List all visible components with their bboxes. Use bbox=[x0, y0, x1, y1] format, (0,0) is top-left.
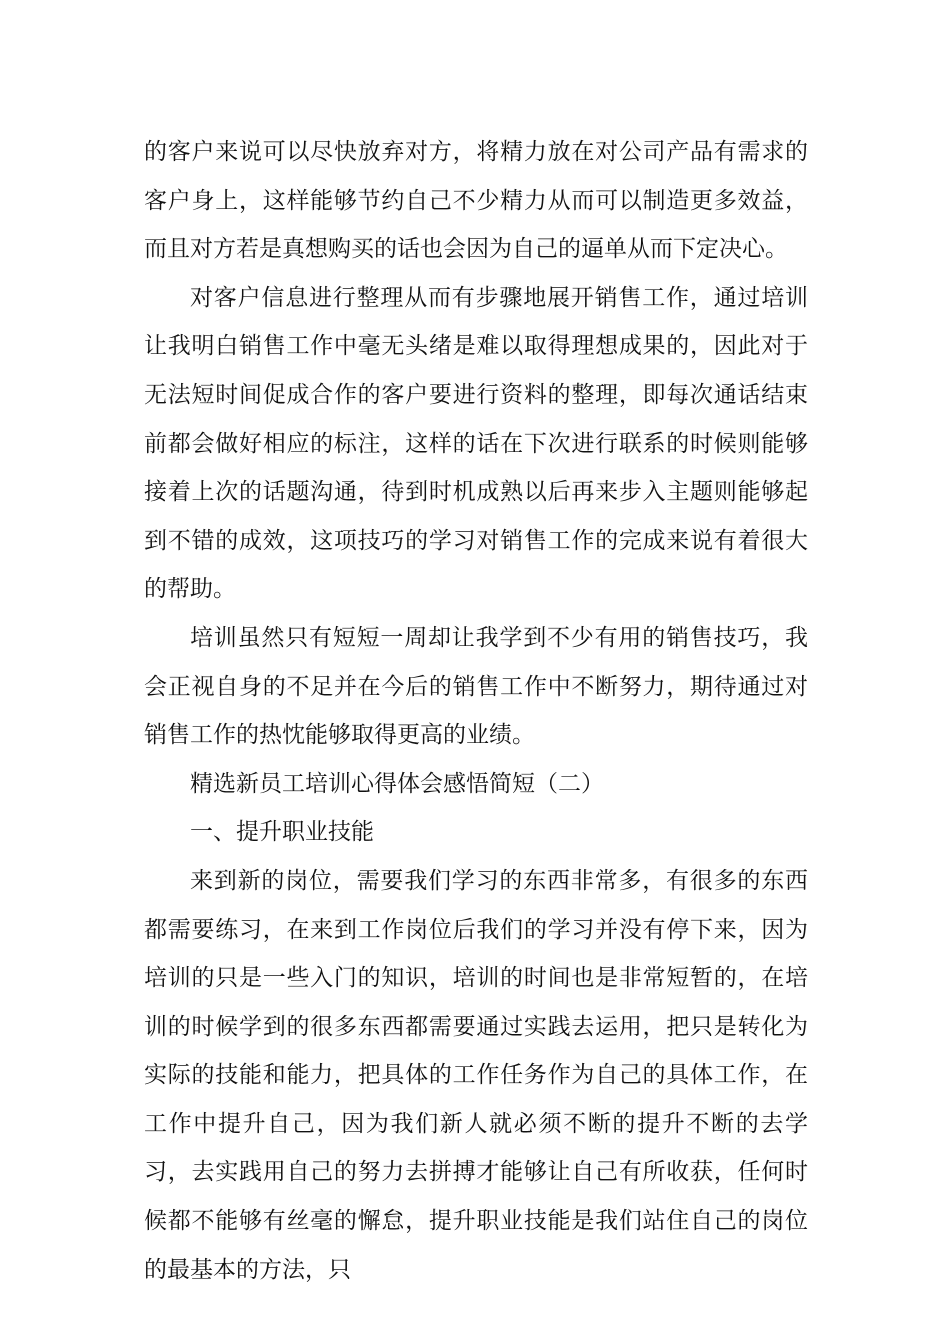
paragraph-customer-info: 对客户信息进行整理从而有步骤地展开销售工作，通过培训让我明白销售工作中毫无头绪是难以取得理想成果的，因此对于无法短时间促成合作的客户要进行资料的整理，即每次通话结束前都会做好相应的标注，这样的话在下次进行联系的时候则能够接着上次的话题沟通，待到时机成熟以后再来步入主题则能够起到不错的成效，这项技巧的学习对销售工作的完成来说有着很大的帮助。 bbox=[144, 284, 808, 603]
section-title: 精选新员工培训心得体会感悟简短（二） bbox=[190, 770, 604, 797]
subsection-heading: 一、提升职业技能 bbox=[190, 819, 374, 846]
paragraph-new-position: 来到新的岗位，需要我们学习的东西非常多，有很多的东西都需要练习，在来到工作岗位后我们的学习并没有停下来，因为培训的只是一些入门的知识，培训的时间也是非常短暂的，在培训的时候学到的很多东西都需要通过实践去运用，把只是转化为实际的技能和能力，把具体的工作任务作为自己的具体工作，在工作中提升自己，因为我们新人就必须不断的提升不断的去学习，去实践用自己的努力去拼搏才能够让自己有所收获，任何时候都不能够有丝毫的懈怠，提升职业技能是我们站住自己的岗位的最基本的方法，只 bbox=[144, 867, 808, 1283]
paragraph-continuation: 的客户来说可以尽快放弃对方，将精力放在对公司产品有需求的客户身上，这样能够节约自己不少精力从而可以制造更多效益，而且对方若是真想购买的话也会因为自己的逼单从而下定决心。 bbox=[144, 139, 808, 263]
paragraph-training-summary: 培训虽然只有短短一周却让我学到不少有用的销售技巧，我会正视自身的不足并在今后的销售工作中不断努力，期待通过对销售工作的热忱能够取得更高的业绩。 bbox=[144, 624, 808, 749]
document-body bbox=[144, 128, 808, 1294]
